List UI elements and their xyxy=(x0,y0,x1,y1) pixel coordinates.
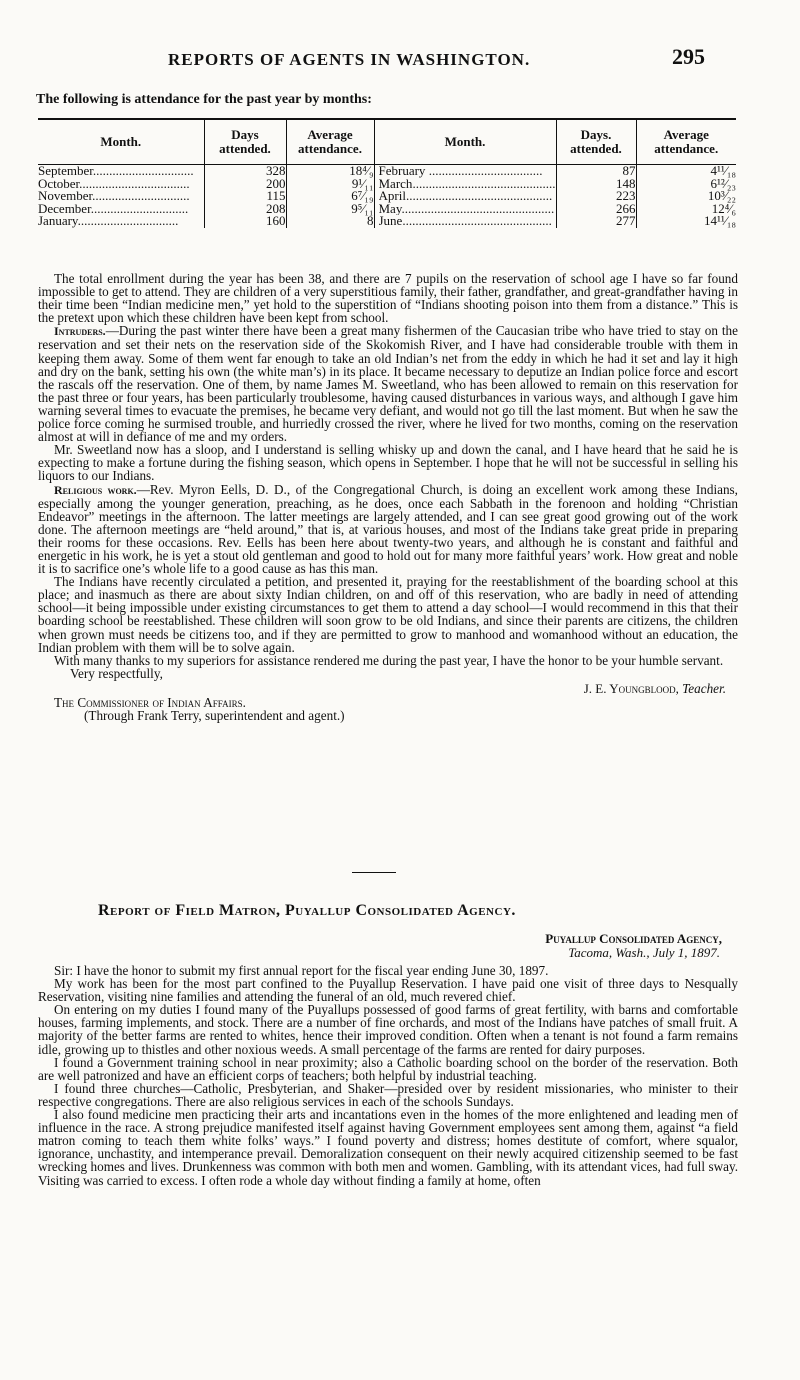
avg-cell: 14¹¹⁄₁₈ xyxy=(703,213,736,228)
month-cell: March............................................ xyxy=(378,177,556,190)
month-cell: January............................... xyxy=(38,215,179,228)
paragraph: The Indians have recently circulated a petition, and presented it, praying for the reestablishment of the boarding school at this place; and inasmuch as there are about sixty Indian children, on and off of this reservation, who are badly in need of attending school—it being impossible under existing circumstances to get them to attend a day school—I would recommend in this that their boarding school be reestablished. These children will soon grow to be old Indians, and since their parents are citizens, the children when grown must needs be citizens too, and if they are permitted to grow to manhood and womanhood without an education, the Indian problem with them will be to solve again. xyxy=(38,574,738,655)
right-avg-column xyxy=(636,165,736,228)
left-avg-column xyxy=(286,165,374,228)
header-month-left: Month. xyxy=(38,119,204,165)
days-cell: 87 xyxy=(622,163,636,178)
month-cell: April............................................. xyxy=(378,190,553,203)
agency-name: Puyallup Consolidated Agency, xyxy=(545,931,722,946)
signature-row xyxy=(38,680,738,696)
month-cell: December.............................. xyxy=(38,202,189,215)
left-month-column xyxy=(38,165,204,228)
salutation: Very respectfully, xyxy=(70,665,163,681)
avg-cell: 6¹²⁄₂₃ xyxy=(710,175,736,191)
month-cell: June.............................................. xyxy=(378,215,552,228)
paragraph: Intruders.—During the past winter there have been a great many fishermen of the Caucasian tribe who have tried to stay on the reservation and set their nets on the reservation side of the Skokomish River, and I have had considerable trouble with them in keeping them away. Some of them went far enough to take an old Indian’s net from the eddy in which he had it set and lay it high and dry on the bank, setting his own (the white man’s) in its place. It became necessary to deputize an Indian police force and escort the rascals off the reservation. One of them, by name James M. Sweetland, who has been allowed to remain on this reservation for the past three or four years, has been particularly troublesome, having caused disturbances in various ways, and although I gave him warning several times to evacuate the premises, he became very defiant, and would not go till the last moment. But when he saw the police force coming he surmised trouble, and hurriedly crossed the river, where he lived for two months, coming on the reservation almost at will in defiance of me and my orders. xyxy=(38,323,738,445)
paragraph: I found three churches—Catholic, Presbyterian, and Shaker—presided over by resident missionaries, who minister to their respective congregations. There are also religious services in each of the schools Sundays. xyxy=(38,1080,738,1109)
days-cell: 115 xyxy=(266,188,286,203)
table-intro: The following is attendance for the past year by months: xyxy=(36,92,372,107)
right-days-column xyxy=(556,165,636,228)
section-divider xyxy=(352,872,396,873)
header-days-right: Days. attended. xyxy=(556,119,636,165)
document-page xyxy=(26,0,738,1188)
paragraph: I found a Government training school in near proximity; also a Catholic boarding school on the border of the reservation. Both are well patronized and have an efficient corps of teachers; both helpful by industrial teaching. xyxy=(38,1054,738,1083)
month-cell: May............................................... xyxy=(378,202,555,215)
avg-cell: 10³⁄₂₂ xyxy=(707,188,736,203)
avg-cell: 12⁴⁄₆ xyxy=(711,200,736,216)
paragraph: Mr. Sweetland now has a sloop, and I understand is selling whisky up and down the canal, and I have heard that he said he is expecting to make a fortune during the fishing season, which opens in September. I hope that he will not be successful in selling his liquors to our Indians. xyxy=(38,442,738,484)
paragraph: I also found medicine men practicing their arts and incantations even in the homes of the more enlightened and leading men of influence in the race. A strong prejudice manifested itself against having Government employees sent among them, against “a field matron coming to teach them white folks’ ways.” I found poverty and distress; homes destitute of comfort, where squalor, ignorance, unchastity, and intemperance prevail. Demoralization consequent on their newly acquired citizenship seemed to be fast wrecking homes and lives. Drunkenness was common with both men and women. Gambling, with its attendant vices, had full sway. Visiting was carried to excess. I often rode a whole day without finding a family at home, often xyxy=(38,1107,738,1188)
table-header-row xyxy=(38,119,736,165)
paragraph: On entering on my duties I found many of the Puyallups possessed of good farms of great fertility, with barns and comfortable houses, farming implements, and stock. There are a number of fine orchards, and most of the Indians have patches of small fruit. A majority of the better farms are rented to whites, hence their improved condition. Often when a tenant is not found a farm remains idle, growing up to thistles and other noxious weeds. A small percentage of the farms are rented for dairy purposes. xyxy=(38,1002,738,1057)
report2-body xyxy=(38,964,738,1187)
signature: J. E. Youngblood, Teacher. xyxy=(583,680,726,696)
place-date: Tacoma, Wash., July 1, 1897. xyxy=(568,945,720,960)
days-cell: 277 xyxy=(616,213,636,228)
addressee: The Commissioner of Indian Affairs. xyxy=(54,694,246,710)
days-cell: 200 xyxy=(266,175,286,191)
header-avg-right: Average attendance. xyxy=(636,119,736,165)
paragraph: The total enrollment during the year has been 38, and there are 7 pupils on the reservation of school age I have so far found impossible to get to attend. They are children of a very superstitious family, their father, grandfather, and great-grandfather having in their time been “Indian medicine men,” yet hold to the superstition of “Indians shooting poison into them from a distance.” This is the pretext upon which these children have been kept from school. xyxy=(38,271,738,326)
paragraph: My work has been for the most part confined to the Puyallup Reservation. I have paid one visit of three days to Nesqually Reservation, visiting nine families and attending the funeral of an old, much revered chief. xyxy=(38,976,738,1005)
left-days-column xyxy=(204,165,286,228)
side-heading: Religious work. xyxy=(54,482,137,497)
month-cell: November.............................. xyxy=(38,190,190,203)
header-days-left: Days attended. xyxy=(204,119,286,165)
header-month-right: Month. xyxy=(374,119,556,165)
avg-cell: 8 xyxy=(367,213,374,228)
month-cell: October.................................. xyxy=(38,177,190,190)
table-body-row xyxy=(38,165,736,228)
days-cell: 208 xyxy=(266,200,286,216)
days-cell: 328 xyxy=(266,163,286,178)
dateline xyxy=(416,932,722,960)
report-title: Report of Field Matron, Puyallup Consolidated Agency. xyxy=(98,902,516,919)
paragraph: Religious work.—Rev. Myron Eells, D. D., of the Congregational Church, is doing an excellent work among these Indians, especially among the younger generation, preaching, as he does, once each Sabbath in the forenoon and holding “Christian Endeavor” meetings in the afternoon. The latter meetings are largely attended, and I can see great good growing out of the work done. The afternoon meetings are “held around,” that is, at various houses, and most of the Indians take great pride in preparing their rooms for these occasions. Rev. Eells has been here about twenty-two years, and although he is constant and faithful and energetic in his work, he is yet a stout old gentleman and good to hold out for many more faithful years’ work. How great and noble it is to sacrifice one’s whole life to a good cause as has this man. xyxy=(38,481,738,577)
page-header xyxy=(26,0,714,92)
avg-cell: 4¹¹⁄₁₈ xyxy=(710,163,736,178)
attendance-table xyxy=(38,118,736,228)
days-cell: 148 xyxy=(616,175,636,191)
month-cell: September............................... xyxy=(38,165,194,178)
paragraph: Sir: I have the honor to submit my first annual report for the fiscal year ending June 30, 1897. xyxy=(54,963,549,978)
page-number: 295 xyxy=(672,44,705,69)
report-body xyxy=(38,272,738,722)
through-line: (Through Frank Terry, superintendent and agent.) xyxy=(84,708,345,723)
avg-cell: 9⁵⁄₁₁ xyxy=(351,200,374,216)
running-title: REPORTS OF AGENTS IN WASHINGTON. xyxy=(168,50,531,69)
side-heading: Intruders. xyxy=(54,324,106,339)
right-month-column xyxy=(374,165,556,228)
month-cell: February ................................... xyxy=(378,165,543,178)
days-cell: 160 xyxy=(266,213,286,228)
avg-cell: 9¹⁄₁₁ xyxy=(351,175,374,191)
header-avg-left: Average attendance. xyxy=(286,119,374,165)
paragraph: With many thanks to my superiors for assistance rendered me during the past year, I have the honor to be your humble servant. xyxy=(54,652,724,668)
avg-cell: 6⁷⁄₁₉ xyxy=(351,188,374,203)
avg-cell: 18⁴⁄₉ xyxy=(349,163,374,178)
days-cell: 223 xyxy=(616,188,636,203)
days-cell: 266 xyxy=(616,200,636,216)
